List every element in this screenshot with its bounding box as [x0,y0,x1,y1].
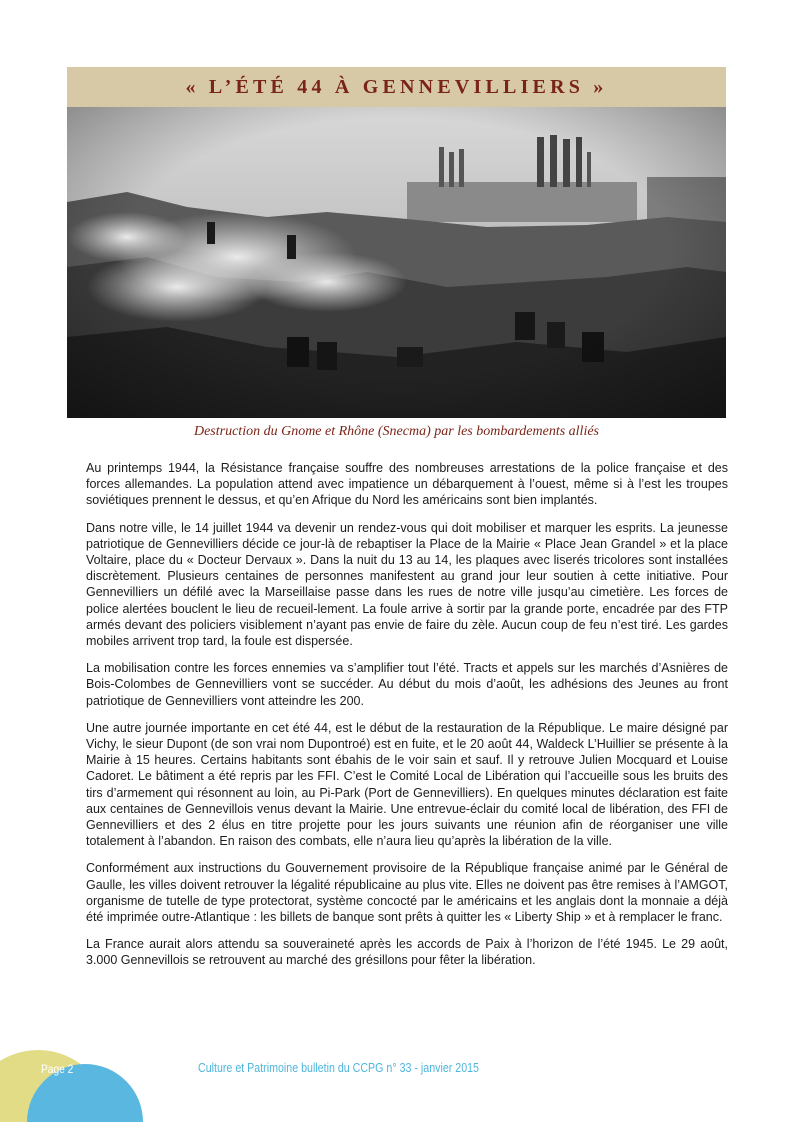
paragraph-5: Conformément aux instructions du Gouvernement provisoire de la République française animé par le Général de Gaulle, les villes doivent retrouver la légalité républicaine au plus vite. Elles ne doivent pas être remises à l’AMGOT, organisme de tutelle de type protectorat, système concocté par le américains et les anglais dont la monnaie a déjà été imprimée outre-Atlantique : les billets de banque sont prêts à quitter les « Liberty Ship » et à remplacer le franc. [86,861,728,925]
decorative-circles [0,1022,160,1122]
page-title: « L’ÉTÉ 44 À GENNEVILLIERS » [185,75,608,98]
paragraph-3: La mobilisation contre les forces ennemies va s’amplifier tout l’été. Tracts et appels sur les marchés d’Asnières de Bois-Colombes de Gennevilliers vont se succéder. Au début du mois d’août, les adhésions des Jeunes au front patriotique de Gennevilliers vont atteindre les 200. [86,661,728,708]
title-banner [67,67,726,107]
historical-photo [67,107,726,418]
corner-decoration [0,1022,160,1122]
page-number: Page 2 [41,1062,74,1076]
article-body [86,460,728,980]
publication-footer: Culture et Patrimoine bulletin du CCPG n° 33 - janvier 2015 [198,1060,479,1075]
photo-caption: Destruction du Gnome et Rhône (Snecma) par les bombardements alliés [193,424,599,439]
paragraph-4: Une autre journée importante en cet été 44, est le début de la restauration de la République. Le maire désigné par Vichy, le sieur Dupont (de son vrai nom Dupontroé) est en fuite, et le 20 août 44, Waldeck L’Huillier se présente à la Mairie à 15 heures. Certains habitants sont ébahis de le voir sain et sauf. Il y retrouve Julien Mocquard et Louise Cadoret. Le bâtiment a été repris par les FFI. C’est le Comité Local de Libération qui l’accueille sous les bruits des tirs d’armement qui résonnent au loin, au Pi-Park (Port de Gennevilliers). En quelques minutes déclaration est faite aux centaines de Gennevillois venus devant la Mairie. Une entrevue-éclair du comité local de libération, des FFI de Gennevilliers et des 2 élus en titre projette pour les jours suivants une réunion afin de réorganiser une ville totalement à l’abandon. En raison des combats, elle n’aura lieu qu’après la libération de la ville. [86,720,728,849]
paragraph-2: Dans notre ville, le 14 juillet 1944 va devenir un rendez-vous qui doit mobiliser et marquer les esprits. La jeunesse patriotique de Gennevilliers décide ce jour-là de rebaptiser la Place de la Mairie « Place Jean Grandel » et la place Voltaire, place du « Docteur Dervaux ». Dans la nuit du 13 au 14, les plaques avec liserés tricolores sont installées discrètement. Plusieurs centaines de personnes manifestent au grand jour leur soutien à cette initiative. Pour Gennevilliers un défilé avec la Marseillaise passe dans les rues de notre ville jusqu’au cimetière. Les forces de police alertées bouclent le lieu de recueil-lement. La foule arrive à sortir par la grande porte, encadrée par des FTP armés devant des policiers visiblement n’ayant pas envie de faire du zèle. Aucun coup de feu n’est tiré. Les gardes mobiles arrivent trop tard, la foule est dispersée. [86,520,728,649]
paragraph-6: La France aurait alors attendu sa souveraineté après les accords de Paix à l’horizon de l’été 1945. Le 29 août, 3.000 Gennevillois se retrouvent au marché des grésillons pour fêter la libération. [86,937,728,968]
paragraph-1: Au printemps 1944, la Résistance française souffre des nombreuses arrestations de la police française et des forces allemandes. La population attend avec impatience un débarquement à l’ouest, même si à l’est les troupes soviétiques prennent le dessus, et qu’en Afrique du Nord les américains sont bien implantés. [86,461,728,508]
factory-ruins-photo [67,107,726,418]
